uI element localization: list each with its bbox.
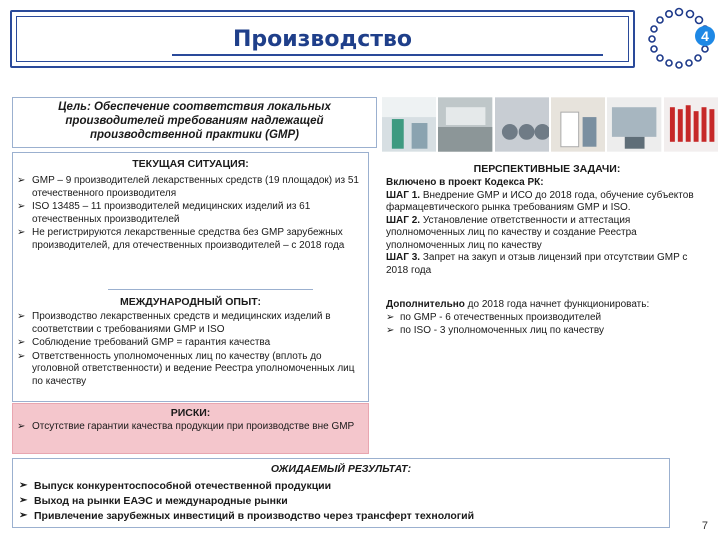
- list-item: ➢ Соблюдение требований GMP = гарантия качества: [17, 337, 271, 348]
- arrow-bullet-icon: ➢: [17, 311, 26, 322]
- page-number: 7: [701, 520, 708, 532]
- additional-block: Дополнительно до 2018 года начнет функционировать:: [386, 299, 650, 310]
- step-2: ШАГ 2. Установление ответственности и аттестация уполномоченных лиц по качеству и создание Реестра уполномоченных лиц по качеству: [386, 214, 637, 251]
- goal-box: [12, 97, 377, 148]
- title-banner: [10, 10, 635, 68]
- goal-text: Обеспечение соответствия локальных производителей требованиям надлежащей производственной практики (GMP): [65, 101, 331, 141]
- current-situation-heading: ТЕКУЩАЯ СИТУАЦИЯ:: [132, 158, 249, 170]
- lab-photo-3: [495, 97, 549, 152]
- list-item: ➢ по GMP - 6 отечественных производителей: [386, 311, 602, 323]
- section-divider: [108, 289, 313, 290]
- prospects-heading: ПЕРСПЕКТИВНЫЕ ЗАДАЧИ:: [473, 163, 621, 175]
- arrow-bullet-icon: ➢: [17, 201, 26, 212]
- list-item: ➢ Отсутствие гарантии качества продукции при производстве вне GMP: [17, 421, 355, 432]
- arrow-bullet-icon: ➢: [17, 175, 26, 186]
- arrow-bullet-icon: ➢: [386, 311, 395, 323]
- international-list: [17, 311, 362, 389]
- step-3: ШАГ 3. Запрет на закуп и отзыв лицензий при отсутствии GMP с 2018 года: [386, 252, 688, 276]
- expected-result-list: [19, 479, 661, 524]
- current-situation-panel: [12, 152, 369, 402]
- lab-photo-6: [664, 97, 718, 152]
- prospects-intro: Включено в проект Кодекса РК:: [386, 177, 544, 188]
- list-item: ➢ Выпуск конкурентоспособной отечественной продукции: [19, 480, 332, 492]
- list-item: ➢ Ответственность уполномоченных лиц по качеству (вплоть до уголовной ответственности) и ведение Реестра уполномоченных лиц по качеству: [17, 350, 355, 387]
- lab-photo-4: [551, 97, 605, 152]
- list-item: ➢ ISO 13485 – 11 производителей медицинских изделий из 61 отечественных производителей: [17, 201, 311, 225]
- list-item: ➢ Не регистрируются лекарственные средства без GMP зарубежных производителей, для отечественных производителей – с 2018 года: [17, 227, 345, 251]
- goal-label: Цель:: [58, 101, 91, 113]
- page-title: Производство: [232, 26, 413, 52]
- list-item: ➢ Производство лекарственных средств и медицинских изделий в соответствии с требованиями GMP и ISO: [17, 311, 331, 335]
- arrow-bullet-icon: ➢: [19, 495, 28, 506]
- title-underline: [172, 54, 603, 56]
- arrow-bullet-icon: ➢: [19, 510, 28, 521]
- arrow-bullet-icon: ➢: [386, 325, 395, 336]
- risks-heading: РИСКИ:: [170, 407, 211, 419]
- step-1: ШАГ 1. Внедрение GMP и ИСО до 2018 года, обучение субъектов фармацевтического рынка требованиям GMP и ISO.: [386, 189, 694, 213]
- list-item: ➢ Выход на рынки ЕАЭС и международные рынки: [19, 495, 288, 507]
- arrow-bullet-icon: ➢: [17, 227, 26, 238]
- international-heading: МЕЖДУНАРОДНЫЙ ОПЫТ:: [119, 296, 261, 308]
- risks-list: [17, 421, 362, 435]
- section-number-badge: 4: [695, 26, 715, 46]
- prospects-panel: [377, 152, 717, 452]
- lab-photo-1: [382, 97, 436, 152]
- photo-strip: [382, 97, 718, 152]
- current-situation-list: [17, 175, 362, 253]
- lab-photo-2: [438, 97, 492, 152]
- list-item: ➢ по ISO - 3 уполномоченных лиц по качеству: [386, 325, 604, 336]
- lab-photo-5: [607, 97, 661, 152]
- expected-result-heading: ОЖИДАЕМЫЙ РЕЗУЛЬТАТ:: [270, 463, 412, 475]
- prospects-body: [378, 177, 716, 338]
- list-item: ➢ GMP – 9 производителей лекарственных средств (19 площадок) из 51 отечественного производителя: [17, 175, 359, 199]
- arrow-bullet-icon: ➢: [17, 337, 26, 348]
- expected-result-box: [12, 458, 670, 528]
- arrow-bullet-icon: ➢: [19, 480, 28, 491]
- arrow-bullet-icon: ➢: [17, 350, 26, 362]
- risks-box: [12, 403, 369, 454]
- arrow-bullet-icon: ➢: [17, 421, 26, 432]
- list-item: ➢ Привлечение зарубежных инвестиций в производство через трансферт технологий: [19, 510, 475, 522]
